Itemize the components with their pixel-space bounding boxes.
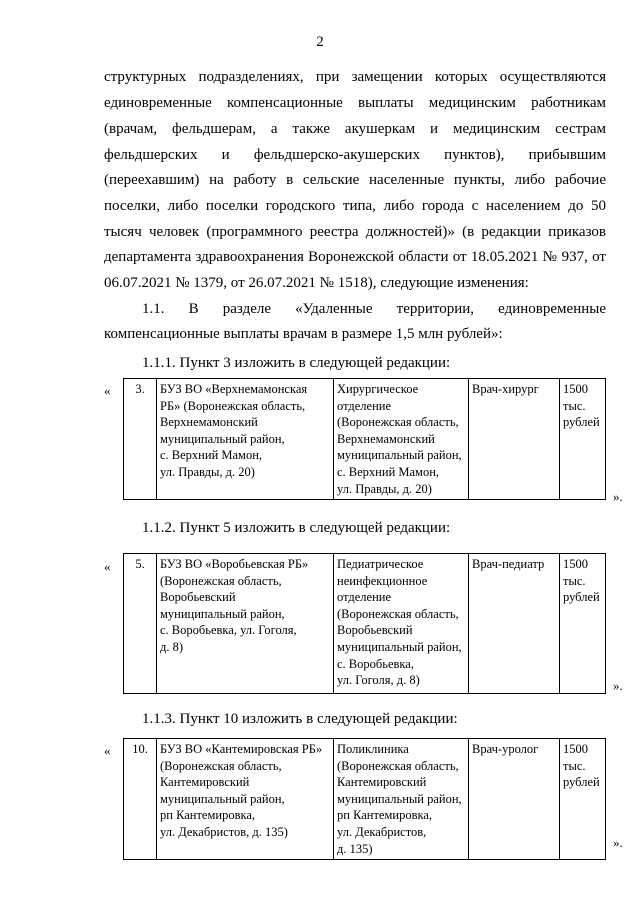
cell-position: Врач-педиатр: [469, 554, 560, 694]
paragraph-line: тысяч человек (программного реестра должностей)» (в редакции приказов: [104, 224, 606, 240]
cell-number: 5.: [124, 554, 157, 694]
cell-department: Поликлиника (Воронежская область, Кантемировский муниципальный район, рп Кантемировка, ул. Декабристов, д. 135): [334, 739, 469, 860]
open-quote: «: [104, 559, 111, 574]
cell-organization: БУЗ ВО «Верхнемамонская РБ» (Воронежская область, Верхнемамонский муниципальный район, с. Верхний Мамон, ул. Правды, д. 20): [157, 379, 334, 500]
paragraph-line: (переехавшим) на работу в сельские населенные пункты, либо рабочие: [104, 172, 606, 188]
amendment-table: [123, 378, 606, 500]
cell-department: Хирургическое отделение (Воронежская область, Верхнемамонский муниципальный район, с. Верхний Мамон, ул. Правды, д. 20): [334, 379, 469, 500]
cell-position: Врач-уролог: [469, 739, 560, 860]
paragraph-line: поселки, либо поселки городского типа, либо города с населением до 50: [104, 198, 606, 214]
close-quote: ».: [613, 678, 623, 693]
close-quote: ».: [613, 489, 623, 504]
paragraph-line: единовременные компенсационные выплаты медицинским работникам: [104, 95, 606, 111]
paragraph-line: фельдшерских и фельдшерско-акушерских пунктов), прибывшим: [104, 147, 606, 163]
paragraph-line: (врачам, фельдшерам, а также акушеркам и медицинским сестрам: [104, 121, 606, 137]
section-line: 1.1. В разделе «Удаленные территории, единовременные: [142, 301, 606, 317]
item-heading: 1.1.3. Пункт 10 изложить в следующей редакции:: [142, 711, 458, 727]
cell-amount: 1500 тыс. рублей: [560, 739, 606, 860]
item-heading: 1.1.1. Пункт 3 изложить в следующей редакции:: [142, 355, 451, 371]
paragraph-line: 06.07.2021 № 1379, от 26.07.2021 № 1518), следующие изменения:: [104, 275, 529, 291]
cell-organization: БУЗ ВО «Кантемировская РБ» (Воронежская область, Кантемировский муниципальный район, рп Кантемировка, ул. Декабристов, д. 135): [157, 739, 334, 860]
close-quote: ».: [613, 835, 623, 850]
item-heading: 1.1.2. Пункт 5 изложить в следующей редакции:: [142, 520, 451, 536]
open-quote: «: [104, 383, 111, 398]
paragraph-line: структурных подразделениях, при замещении которых осуществляются: [104, 69, 606, 85]
cell-number: 3.: [124, 379, 157, 500]
table-row: [124, 554, 606, 694]
section-line: компенсационные выплаты врачам в размере 1,5 млн рублей»:: [104, 326, 503, 342]
table-row: [124, 379, 606, 500]
open-quote: «: [104, 743, 111, 758]
amendment-table: [123, 553, 606, 694]
amendment-table: [123, 738, 606, 860]
cell-organization: БУЗ ВО «Воробьевская РБ» (Воронежская область, Воробьевский муниципальный район, с. Воробьевка, ул. Гоголя, д. 8): [157, 554, 334, 694]
cell-amount: 1500 тыс. рублей: [560, 554, 606, 694]
page-number: 2: [316, 34, 324, 50]
paragraph-line: департамента здравоохранения Воронежской области от 18.05.2021 № 937, от: [104, 249, 606, 265]
table-row: [124, 739, 606, 860]
cell-number: 10.: [124, 739, 157, 860]
cell-department: Педиатрическое неинфекционное отделение (Воронежская область, Воробьевский муниципальный район, с. Воробьевка, ул. Гоголя, д. 8): [334, 554, 469, 694]
cell-position: Врач-хирург: [469, 379, 560, 500]
cell-amount: 1500 тыс. рублей: [560, 379, 606, 500]
